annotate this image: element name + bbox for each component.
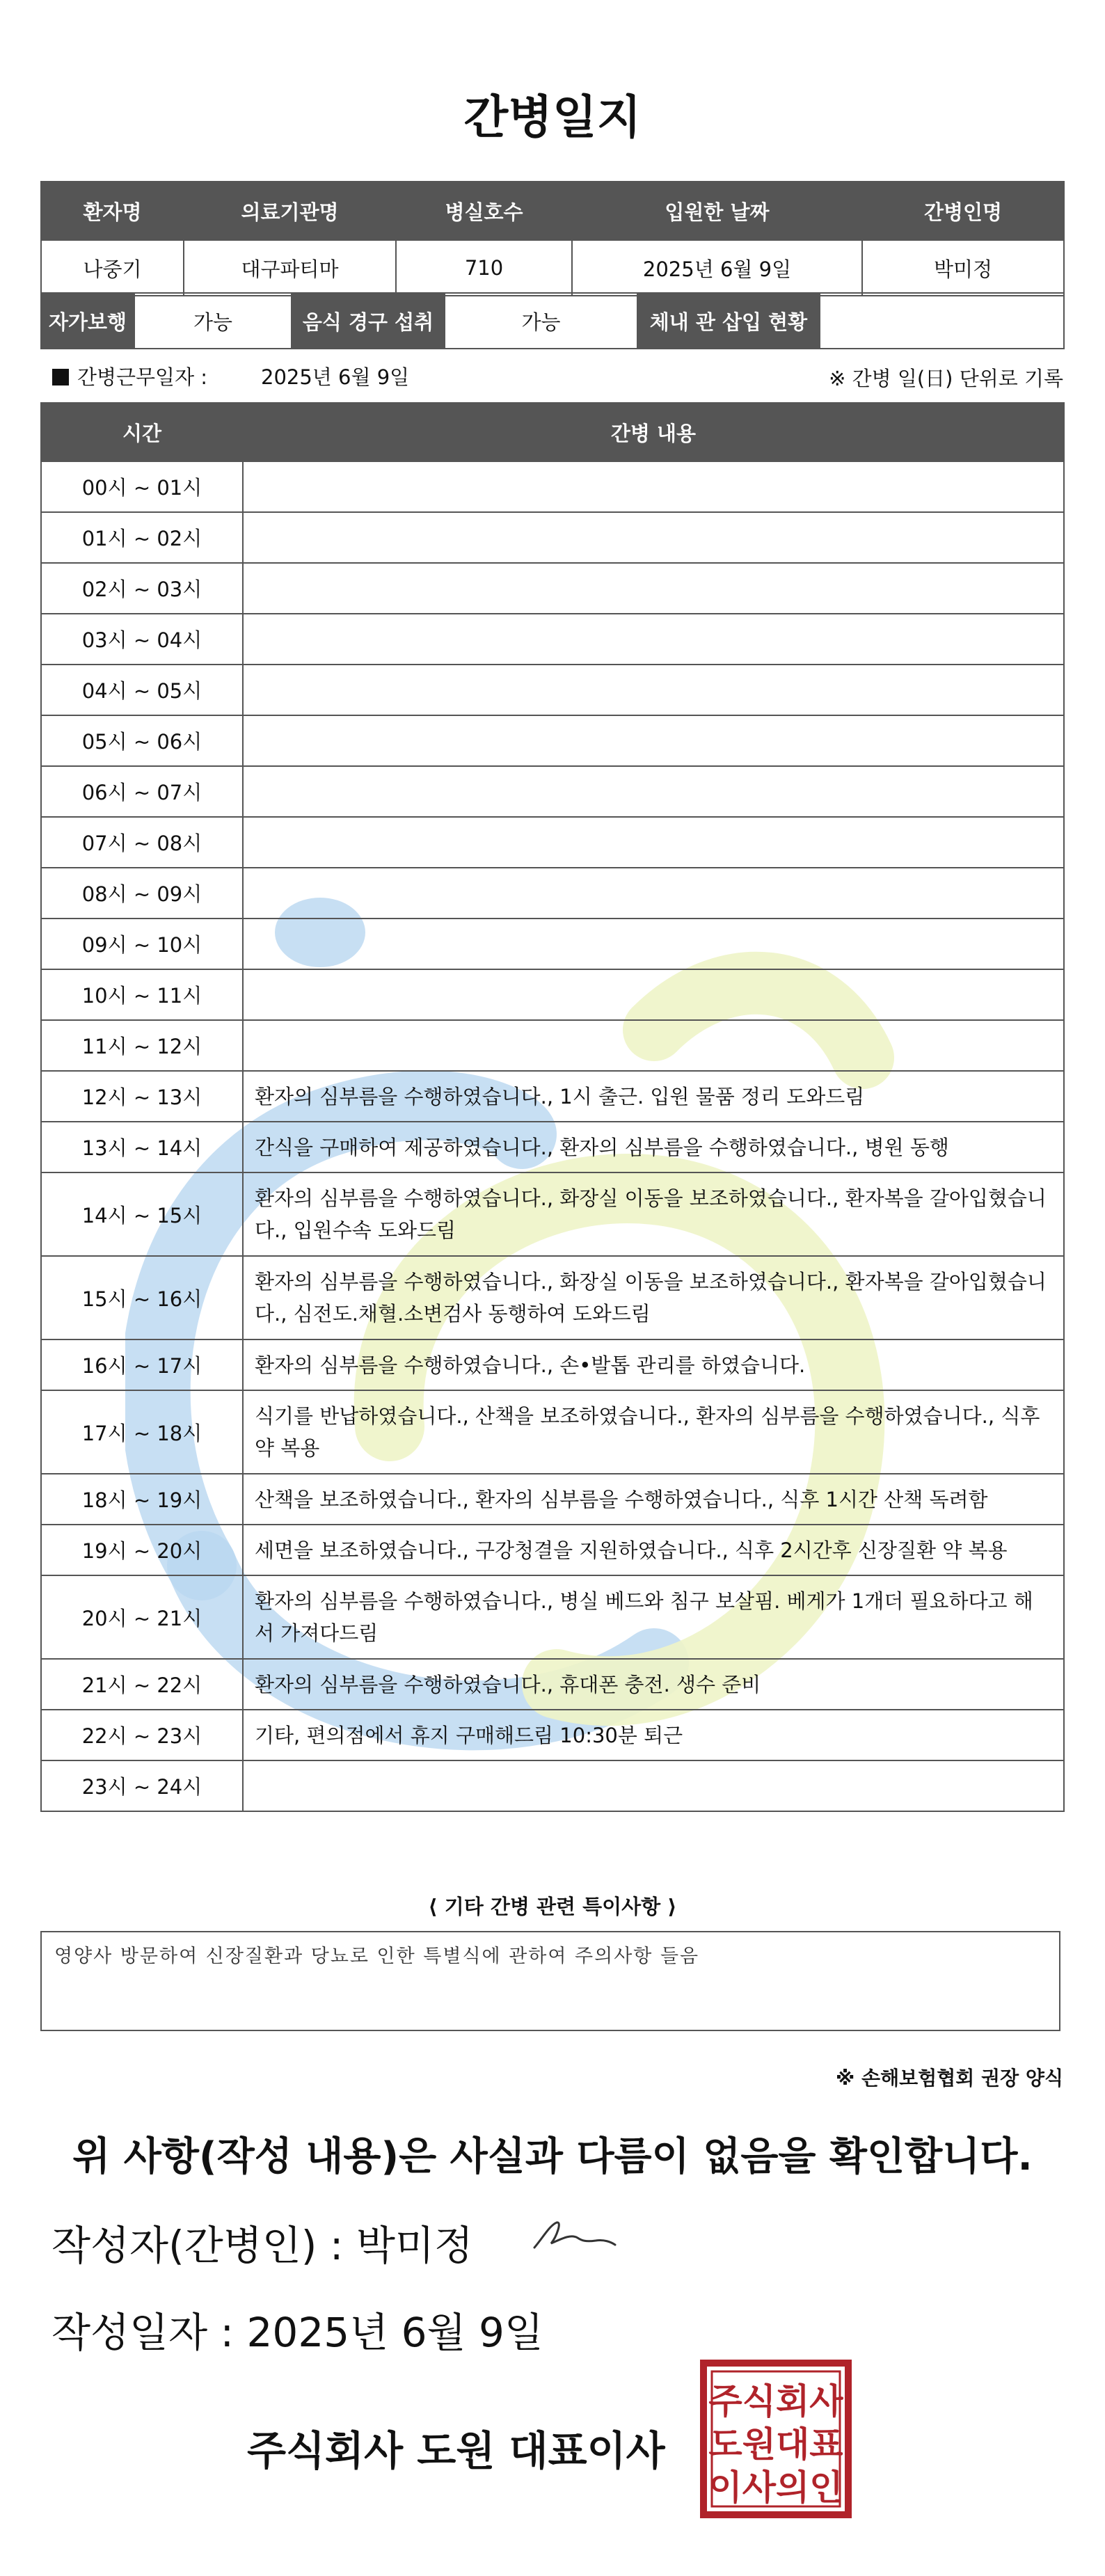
time-cell: 21시 ~ 22시 [41, 1659, 243, 1710]
time-cell: 05시 ~ 06시 [41, 715, 243, 766]
table-row [41, 817, 1064, 868]
duty-date-label: 간병근무일자 : [77, 365, 208, 389]
time-cell: 14시 ~ 15시 [41, 1172, 243, 1256]
time-cell: 19시 ~ 20시 [41, 1525, 243, 1575]
content-cell [243, 461, 1064, 512]
time-cell: 03시 ~ 04시 [41, 614, 243, 665]
content-cell [243, 715, 1064, 766]
time-cell: 12시 ~ 13시 [41, 1071, 243, 1122]
table-row [41, 1339, 1064, 1390]
content-cell: 환자의 심부름을 수행하였습니다., 1시 출근. 입원 물품 정리 도와드림 [243, 1071, 1064, 1122]
time-cell: 13시 ~ 14시 [41, 1122, 243, 1172]
confirmation-statement: 위 사항(작성 내용)은 사실과 다름이 없음을 확인합니다. [72, 2134, 1033, 2179]
patient-name: 나중기 [41, 240, 184, 296]
oral-intake-value: 가능 [445, 293, 637, 349]
special-notes-box: 영양사 방문하여 신장질환과 당뇨로 인한 특별식에 관하여 주의사항 들음 [40, 1931, 1060, 2031]
patient-info-table [40, 181, 1065, 296]
self-walk-value: 가능 [134, 293, 292, 349]
header-time: 시간 [41, 403, 243, 461]
time-cell: 10시 ~ 11시 [41, 969, 243, 1020]
content-cell: 식기를 반납하였습니다., 산책을 보조하였습니다., 환자의 심부름을 수행하였습니다., 식후 약 복용 [243, 1390, 1064, 1474]
special-notes-title: ⟨ 기타 간병 관련 특이사항 ⟩ [428, 1895, 677, 1918]
table-row [41, 1760, 1064, 1811]
table-row [41, 969, 1064, 1020]
header-care-content: 간병 내용 [243, 403, 1064, 461]
self-walk-label: 자가보행 [41, 293, 134, 349]
time-cell: 09시 ~ 10시 [41, 919, 243, 969]
duty-date: 2025년 6월 9일 [261, 365, 410, 389]
time-cell: 15시 ~ 16시 [41, 1256, 243, 1339]
company-representative: 주식회사 도원 대표이사 [247, 2427, 665, 2474]
header-room-number: 병실호수 [396, 182, 572, 240]
table-row [41, 1020, 1064, 1071]
content-cell [243, 1020, 1064, 1071]
table-row [41, 1659, 1064, 1710]
time-cell: 22시 ~ 23시 [41, 1710, 243, 1760]
time-cell: 02시 ~ 03시 [41, 563, 243, 614]
time-cell: 18시 ~ 19시 [41, 1474, 243, 1525]
table-row [41, 868, 1064, 919]
time-cell: 20시 ~ 21시 [41, 1575, 243, 1659]
writer-line: 작성자(간병인) : 박미정 [51, 2222, 473, 2269]
content-cell: 간식을 구매하여 제공하였습니다., 환자의 심부름을 수행하였습니다., 병원 동행 [243, 1122, 1064, 1172]
content-cell: 기타, 편의점에서 휴지 구매해드림 10:30분 퇴근 [243, 1710, 1064, 1760]
content-cell: 환자의 심부름을 수행하였습니다., 화장실 이동을 보조하였습니다., 환자복을 갈아입혔습니다., 심전도.채혈.소변검사 동행하여 도와드림 [243, 1256, 1064, 1339]
admission-date: 2025년 6월 9일 [572, 240, 862, 296]
content-cell: 세면을 보조하였습니다., 구강청결을 지원하였습니다., 식후 2시간후 신장질환 약 복용 [243, 1525, 1064, 1575]
seal-line-1: 주식회사 [708, 2381, 843, 2422]
header-patient-name: 환자명 [41, 182, 184, 240]
content-cell [243, 512, 1064, 563]
content-cell [243, 766, 1064, 817]
time-cell: 16시 ~ 17시 [41, 1339, 243, 1390]
table-row [41, 614, 1064, 665]
table-row [41, 1710, 1064, 1760]
table-row [41, 919, 1064, 969]
content-cell: 환자의 심부름을 수행하였습니다., 휴대폰 충전. 생수 준비 [243, 1659, 1064, 1710]
time-cell: 07시 ~ 08시 [41, 817, 243, 868]
content-cell [243, 563, 1064, 614]
table-row [41, 1172, 1064, 1256]
page-title: 간병일지 [463, 90, 642, 144]
content-cell: 환자의 심부름을 수행하였습니다., 병실 베드와 침구 보살핌. 베게가 1개더 필요하다고 해서 가져다드림 [243, 1575, 1064, 1659]
seal-line-2: 도원대표 [708, 2424, 843, 2465]
room-number: 710 [396, 240, 572, 296]
header-caregiver-name: 간병인명 [862, 182, 1064, 240]
signature-icon [529, 2213, 619, 2261]
content-cell: 산책을 보조하였습니다., 환자의 심부름을 수행하였습니다., 식후 1시간 산책 독려함 [243, 1474, 1064, 1525]
content-cell [243, 614, 1064, 665]
content-cell: 환자의 심부름을 수행하였습니다., 화장실 이동을 보조하였습니다., 환자복을 갈아입혔습니다., 입원수속 도와드림 [243, 1172, 1064, 1256]
write-date-line: 작성일자 : 2025년 6월 9일 [51, 2309, 543, 2356]
content-cell [243, 919, 1064, 969]
content-cell [243, 817, 1064, 868]
table-row [41, 1256, 1064, 1339]
company-seal-icon [699, 2359, 852, 2519]
table-row [41, 1071, 1064, 1122]
time-cell: 17시 ~ 18시 [41, 1390, 243, 1474]
content-cell [243, 868, 1064, 919]
table-row [41, 1575, 1064, 1659]
table-row [41, 766, 1064, 817]
header-hospital-name: 의료기관명 [184, 182, 396, 240]
table-row [41, 1122, 1064, 1172]
care-log-table [40, 402, 1065, 1812]
table-row [41, 563, 1064, 614]
content-cell [243, 1760, 1064, 1811]
content-cell: 환자의 심부름을 수행하였습니다., 손•발톱 관리를 하였습니다. [243, 1339, 1064, 1390]
square-bullet-icon [52, 369, 69, 385]
time-cell: 01시 ~ 02시 [41, 512, 243, 563]
table-row [41, 1474, 1064, 1525]
time-cell: 04시 ~ 05시 [41, 665, 243, 715]
content-cell [243, 665, 1064, 715]
table-row [41, 715, 1064, 766]
tube-status-value [820, 293, 1064, 349]
time-cell: 06시 ~ 07시 [41, 766, 243, 817]
seal-line-3: 이사의인 [708, 2467, 843, 2508]
time-cell: 08시 ~ 09시 [41, 868, 243, 919]
daily-record-note: ※ 간병 일(日) 단위로 기록 [829, 367, 1063, 390]
header-admission-date: 입원한 날짜 [572, 182, 862, 240]
recommended-form-note: ※ 손해보험협회 권장 양식 [836, 2067, 1063, 2090]
table-row [41, 1525, 1064, 1575]
table-row [41, 512, 1064, 563]
table-row [41, 461, 1064, 512]
tube-status-label: 체내 관 삽입 현황 [637, 293, 820, 349]
time-cell: 00시 ~ 01시 [41, 461, 243, 512]
table-row [41, 665, 1064, 715]
duty-date-row [52, 362, 410, 390]
content-cell [243, 969, 1064, 1020]
time-cell: 11시 ~ 12시 [41, 1020, 243, 1071]
patient-status-table [40, 292, 1065, 349]
table-row [41, 1390, 1064, 1474]
time-cell: 23시 ~ 24시 [41, 1760, 243, 1811]
oral-intake-label: 음식 경구 섭취 [292, 293, 445, 349]
caregiver-name: 박미정 [862, 240, 1064, 296]
hospital-name: 대구파티마 [184, 240, 396, 296]
